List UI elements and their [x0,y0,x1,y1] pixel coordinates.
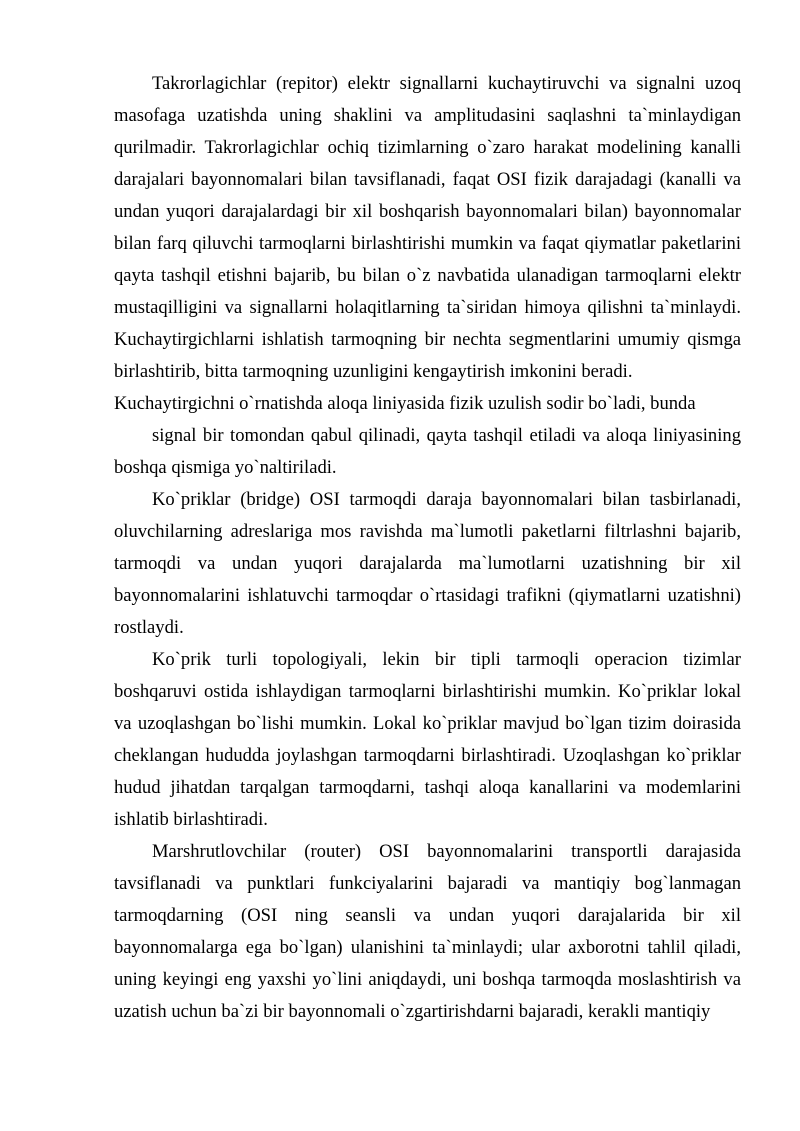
paragraph-amplifier-install: Kuchaytirgichni o`rnatishda aloqa liniyasida fizik uzulish sodir bo`ladi, bunda [114,393,696,414]
document-body [114,68,741,1028]
paragraph-routers: Marshrutlovchilar (router) OSI bayonnomalarini transportli darajasida tavsiflanadi va punktlari funkciyalarini bajaradi va mantiqiy bog`lanmagan tarmoqdarning (OSI ning seansli va undan yuqori darajalarida bir xil bayonnomalarga ega bo`lgan) ulanishini ta`minlaydi; ular axborotni tahlil qiladi, uning keyingi eng yaxshi yo`lini aniqdaydi, uni boshqa tarmoqda moslashtirish va uzatish uchun ba`zi bir bayonnomali o`zgartirishdarni bajaradi, kerakli mantiqiy [114,841,741,1022]
paragraph-bridges: Ko`priklar (bridge) OSI tarmoqdi daraja bayonnomalari bilan tasbirlanadi, oluvchilarning adreslariga mos ravishda ma`lumotli paketlarni filtrlashni bajarib, tarmoqdi va undan yuqori darajalarda ma`lumotlarni uzatishning bir xil bayonnomalarini ishlatuvchi tarmoqdar o`rtasidagi trafikni (qiymatlarni uzatishni) rostlaydi. [114,489,741,638]
paragraph-signal-forwarding: signal bir tomondan qabul qilinadi, qayta tashqil etiladi va aloqa liniyasining boshqa qismiga yo`naltiriladi. [114,425,741,478]
paragraph-repeaters: Takrorlagichlar (repitor) elektr signallarni kuchaytiruvchi va signalni uzoq masofaga uzatishda uning shaklini va amplitudasini saqlashni ta`minlaydigan qurilmadir. Takrorlagichlar ochiq tizimlarning o`zaro harakat modelining kanalli darajalari bayonnomalari bilan tavsiflanadi, faqat OSI fizik darajadagi (kanalli va undan yuqori darajalardagi bir xil boshqarish bayonnomalari bilan) bayonnomalar bilan farq qiluvchi tarmoqlarni birlashtirishi mumkin va faqat qiymatlar paketlarini qayta tashqil etishni bajarib, bu bilan o`z navbatida ulanadigan tarmoqlarni elektr mustaqilligini va signallarni holaqitlarning ta`siridan himoya qilishni ta`minlaydi. Kuchaytirgichlarni ishlatish tarmoqning bir nechta segmentlarini umumiy qismga birlashtirib, bitta tarmoqning uzunligini kengaytirish imkonini beradi. [114,73,741,382]
paragraph-bridge-types: Ko`prik turli topologiyali, lekin bir tipli tarmoqli operacion tizimlar boshqaruvi ostida ishlaydigan tarmoqlarni birlashtirishi mumkin. Ko`priklar lokal va uzoqlashgan bo`lishi mumkin. Lokal ko`priklar mavjud bo`lgan tizim doirasida cheklangan hududda joylashgan tarmoqdarni birlashtiradi. Uzoqlashgan ko`priklar hudud jihatdan tarqalgan tarmoqdarni, tashqi aloqa kanallarini va modemlarini ishlatib birlashtiradi. [114,649,741,830]
